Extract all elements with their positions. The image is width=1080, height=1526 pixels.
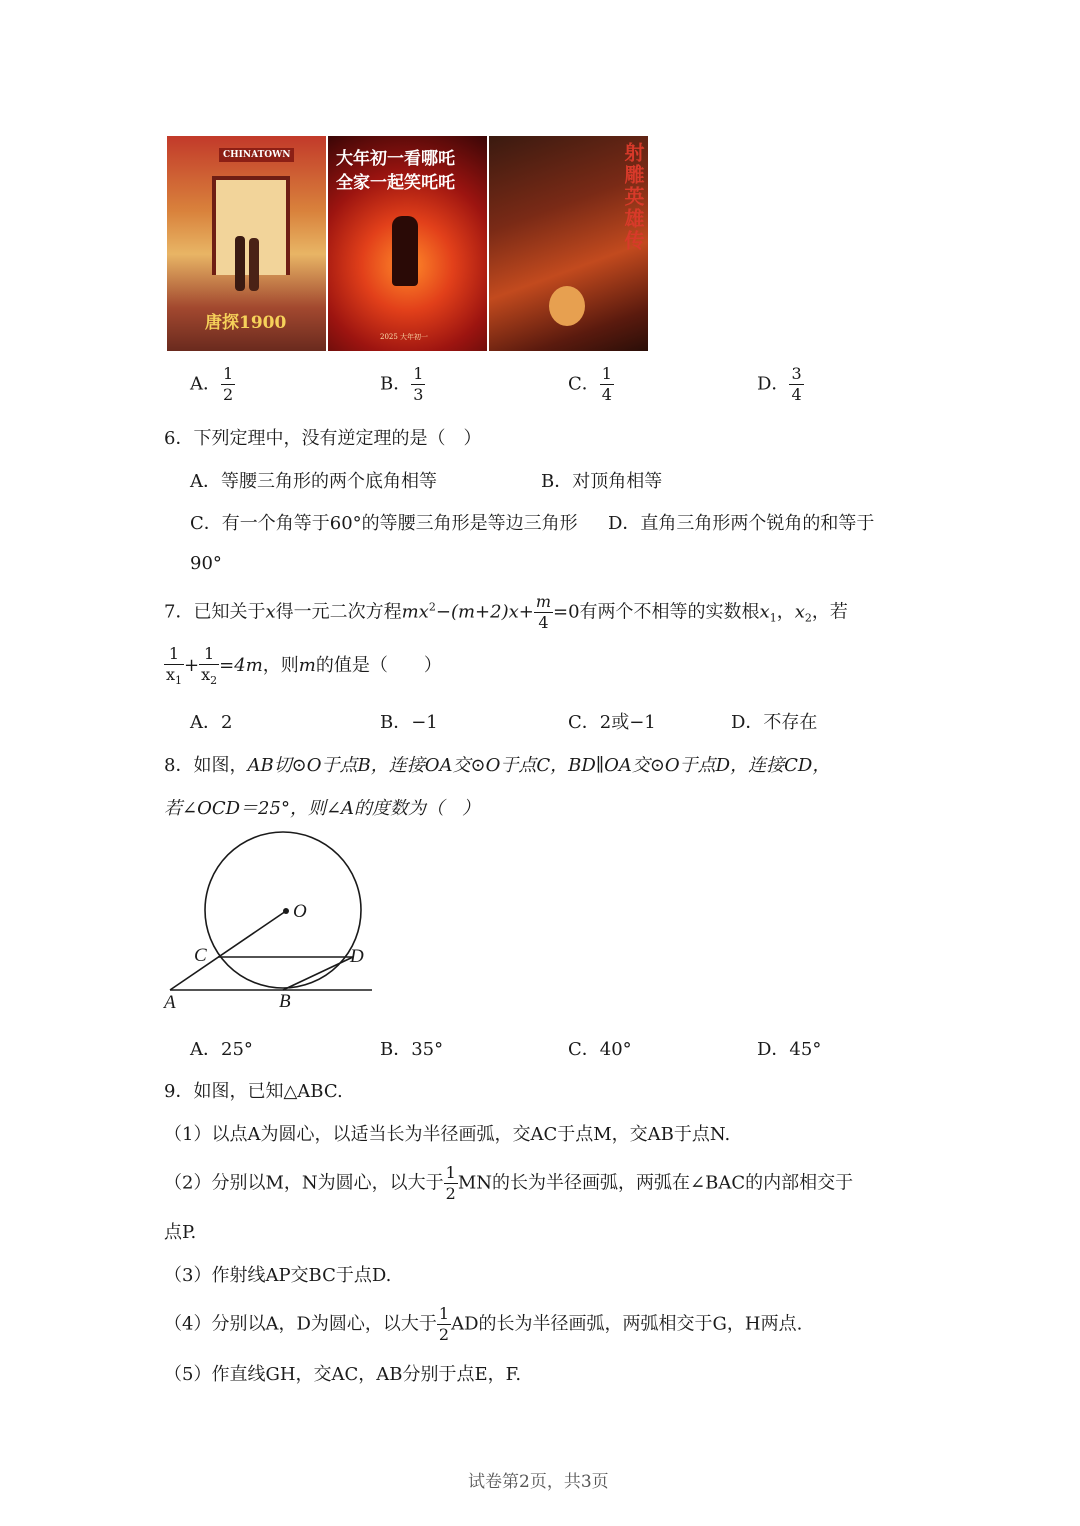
option-letter: D． — [757, 373, 790, 395]
q9-step-2-cont: 点P. — [164, 1222, 197, 1243]
q9-text: （2）分别以M，N为圆心，以大于 — [164, 1172, 444, 1194]
denominator: 2 — [438, 1325, 450, 1344]
q9-text: AD的长为半径画弧，两弧相交于G，H两点. — [451, 1313, 803, 1335]
q7-text: 有两个不相等的实数根 — [579, 601, 760, 623]
q9-step-3: （3）作射线AP交BC于点D. — [164, 1265, 392, 1286]
q9-step-5: （5）作直线GH，交AC，AB分别于点E，F. — [164, 1364, 522, 1385]
segment-ao — [170, 911, 286, 990]
q8-option-b[interactable]: B．35° — [380, 1039, 444, 1060]
q8-option-c[interactable]: C．40° — [568, 1039, 632, 1060]
numerator: 1 — [445, 1163, 456, 1182]
subscript: 1 — [175, 674, 183, 687]
denominator: 2 — [223, 385, 234, 404]
denominator: 2 — [445, 1184, 456, 1203]
q9-stem: 9．如图，已知△ABC. — [164, 1081, 343, 1102]
page-footer: 试卷第2页，共3页 — [468, 1472, 609, 1492]
eq-mx: mx — [401, 601, 429, 623]
q6-option-d[interactable]: D．直角三角形两个锐角的和等于 — [608, 513, 875, 534]
label-o: O — [293, 901, 307, 922]
denominator: 3 — [413, 385, 424, 404]
fraction — [600, 366, 614, 403]
numerator: m — [535, 592, 551, 611]
fraction-half — [444, 1165, 458, 1202]
poster-headline-2: 全家一起笑吒吒 — [336, 173, 455, 193]
root-x2: x — [794, 601, 805, 623]
poster-sign: CHINATOWN — [219, 148, 294, 162]
q7-stem-line2 — [164, 646, 442, 686]
poster-hero — [549, 286, 585, 326]
q5-option-c[interactable] — [568, 366, 614, 403]
q6-option-b[interactable]: B．对顶角相等 — [541, 471, 663, 492]
poster-figure — [392, 216, 418, 286]
den-x: x — [201, 665, 211, 684]
numerator: 1 — [223, 364, 234, 383]
eq-paren: (m+2)x+ — [450, 601, 534, 623]
q9-step-4 — [164, 1306, 802, 1343]
poster-headline-1: 大年初一看哪吒 — [336, 149, 455, 169]
q6-option-a[interactable]: A．等腰三角形的两个底角相等 — [190, 471, 437, 492]
eq-square: 2 — [428, 600, 436, 614]
fraction — [789, 366, 803, 403]
label-b: B — [279, 991, 291, 1012]
q8-figure — [160, 830, 380, 1015]
option-letter: B． — [380, 373, 412, 395]
q5-option-a[interactable] — [190, 366, 235, 403]
q7-option-c[interactable]: C．2或−1 — [568, 712, 656, 733]
eq-minus: − — [435, 601, 451, 623]
poster-figures — [235, 236, 245, 291]
poster-nezha — [328, 136, 487, 351]
q8-option-a[interactable]: A．25° — [190, 1039, 253, 1060]
q7-option-b[interactable]: B．−1 — [380, 712, 438, 733]
subscript: 2 — [210, 674, 218, 687]
numerator: 1 — [438, 1304, 450, 1323]
var-x: x — [265, 601, 276, 623]
poster-year: 2025 大年初一 — [380, 333, 429, 341]
root-x1: x — [759, 601, 770, 623]
eq-equals-zero: =0 — [553, 601, 580, 623]
fraction-half — [437, 1306, 451, 1343]
q8-stem-line2: 若∠OCD＝25°，则∠A的度数为（ ） — [164, 798, 481, 819]
numerator: 3 — [791, 364, 802, 383]
fraction — [411, 366, 425, 403]
rhs: =4m — [219, 655, 263, 676]
denominator: 4 — [791, 385, 802, 404]
var-m: m — [298, 655, 316, 676]
q9-step-2 — [164, 1165, 853, 1202]
denominator: 4 — [601, 385, 612, 404]
q8-stem-line1 — [164, 751, 830, 777]
option-letter: C． — [568, 373, 600, 395]
center-point — [283, 908, 289, 914]
q7-text: 7．已知关于 — [164, 601, 266, 623]
den-x: x — [166, 665, 176, 684]
poster-shediao — [489, 136, 648, 351]
q6-option-d-cont: 90° — [190, 553, 222, 574]
poster-title-vertical: 射雕英雄传 — [621, 142, 645, 252]
chord-bd — [283, 957, 353, 990]
q8-option-d[interactable]: D．45° — [757, 1039, 822, 1060]
plus-sign: + — [184, 655, 200, 676]
fraction-1-over-x1 — [164, 646, 184, 686]
q7-option-a[interactable]: A．2 — [190, 712, 233, 733]
q7-text: 的值是（ ） — [315, 655, 442, 676]
q7-stem-line1 — [164, 594, 848, 631]
q6-stem: 6．下列定理中，没有逆定理的是（ ） — [164, 428, 482, 449]
numerator: 1 — [199, 646, 219, 665]
fraction-1-over-x2 — [199, 646, 219, 686]
label-a: A — [164, 992, 176, 1013]
denominator: 4 — [538, 613, 549, 632]
eq-fraction — [534, 594, 553, 631]
q5-option-b[interactable] — [380, 366, 425, 403]
q9-step-1: （1）以点A为圆心，以适当长为半径画弧，交AC于点M，交AB于点N. — [164, 1124, 731, 1145]
q7-text: 得一元二次方程 — [275, 601, 402, 623]
q9-text: （4）分别以A，D为圆心，以大于 — [164, 1313, 437, 1335]
q7-text: ，若 — [811, 601, 848, 623]
poster-figures-2 — [249, 238, 259, 291]
q9-text: MN的长为半径画弧，两弧在∠BAC的内部相交于 — [457, 1172, 854, 1194]
subscript: 1 — [769, 611, 777, 625]
numerator: 1 — [413, 364, 424, 383]
q8-text: 8．如图， — [164, 755, 248, 776]
q7-text: ，则 — [262, 655, 299, 676]
numerator: 1 — [164, 646, 184, 665]
q5-option-d[interactable] — [757, 366, 804, 403]
subscript: 2 — [804, 611, 812, 625]
q7-option-d[interactable]: D．不存在 — [731, 712, 818, 733]
numerator: 1 — [601, 364, 612, 383]
poster-tang-tan — [167, 136, 326, 351]
q8-text: AB切⊙O于点B，连接OA交⊙O于点C，BD∥OA交⊙O于点D，连接CD， — [247, 755, 831, 776]
denominator — [164, 665, 184, 686]
label-d: D — [350, 946, 364, 967]
fraction — [221, 366, 235, 403]
separator: ， — [776, 601, 795, 623]
q6-option-c[interactable]: C．有一个角等于60°的等腰三角形是等边三角形 — [190, 513, 578, 534]
poster-title: 唐探1900 — [205, 313, 287, 333]
denominator — [199, 665, 219, 686]
label-c: C — [194, 945, 207, 966]
option-letter: A． — [190, 373, 221, 395]
